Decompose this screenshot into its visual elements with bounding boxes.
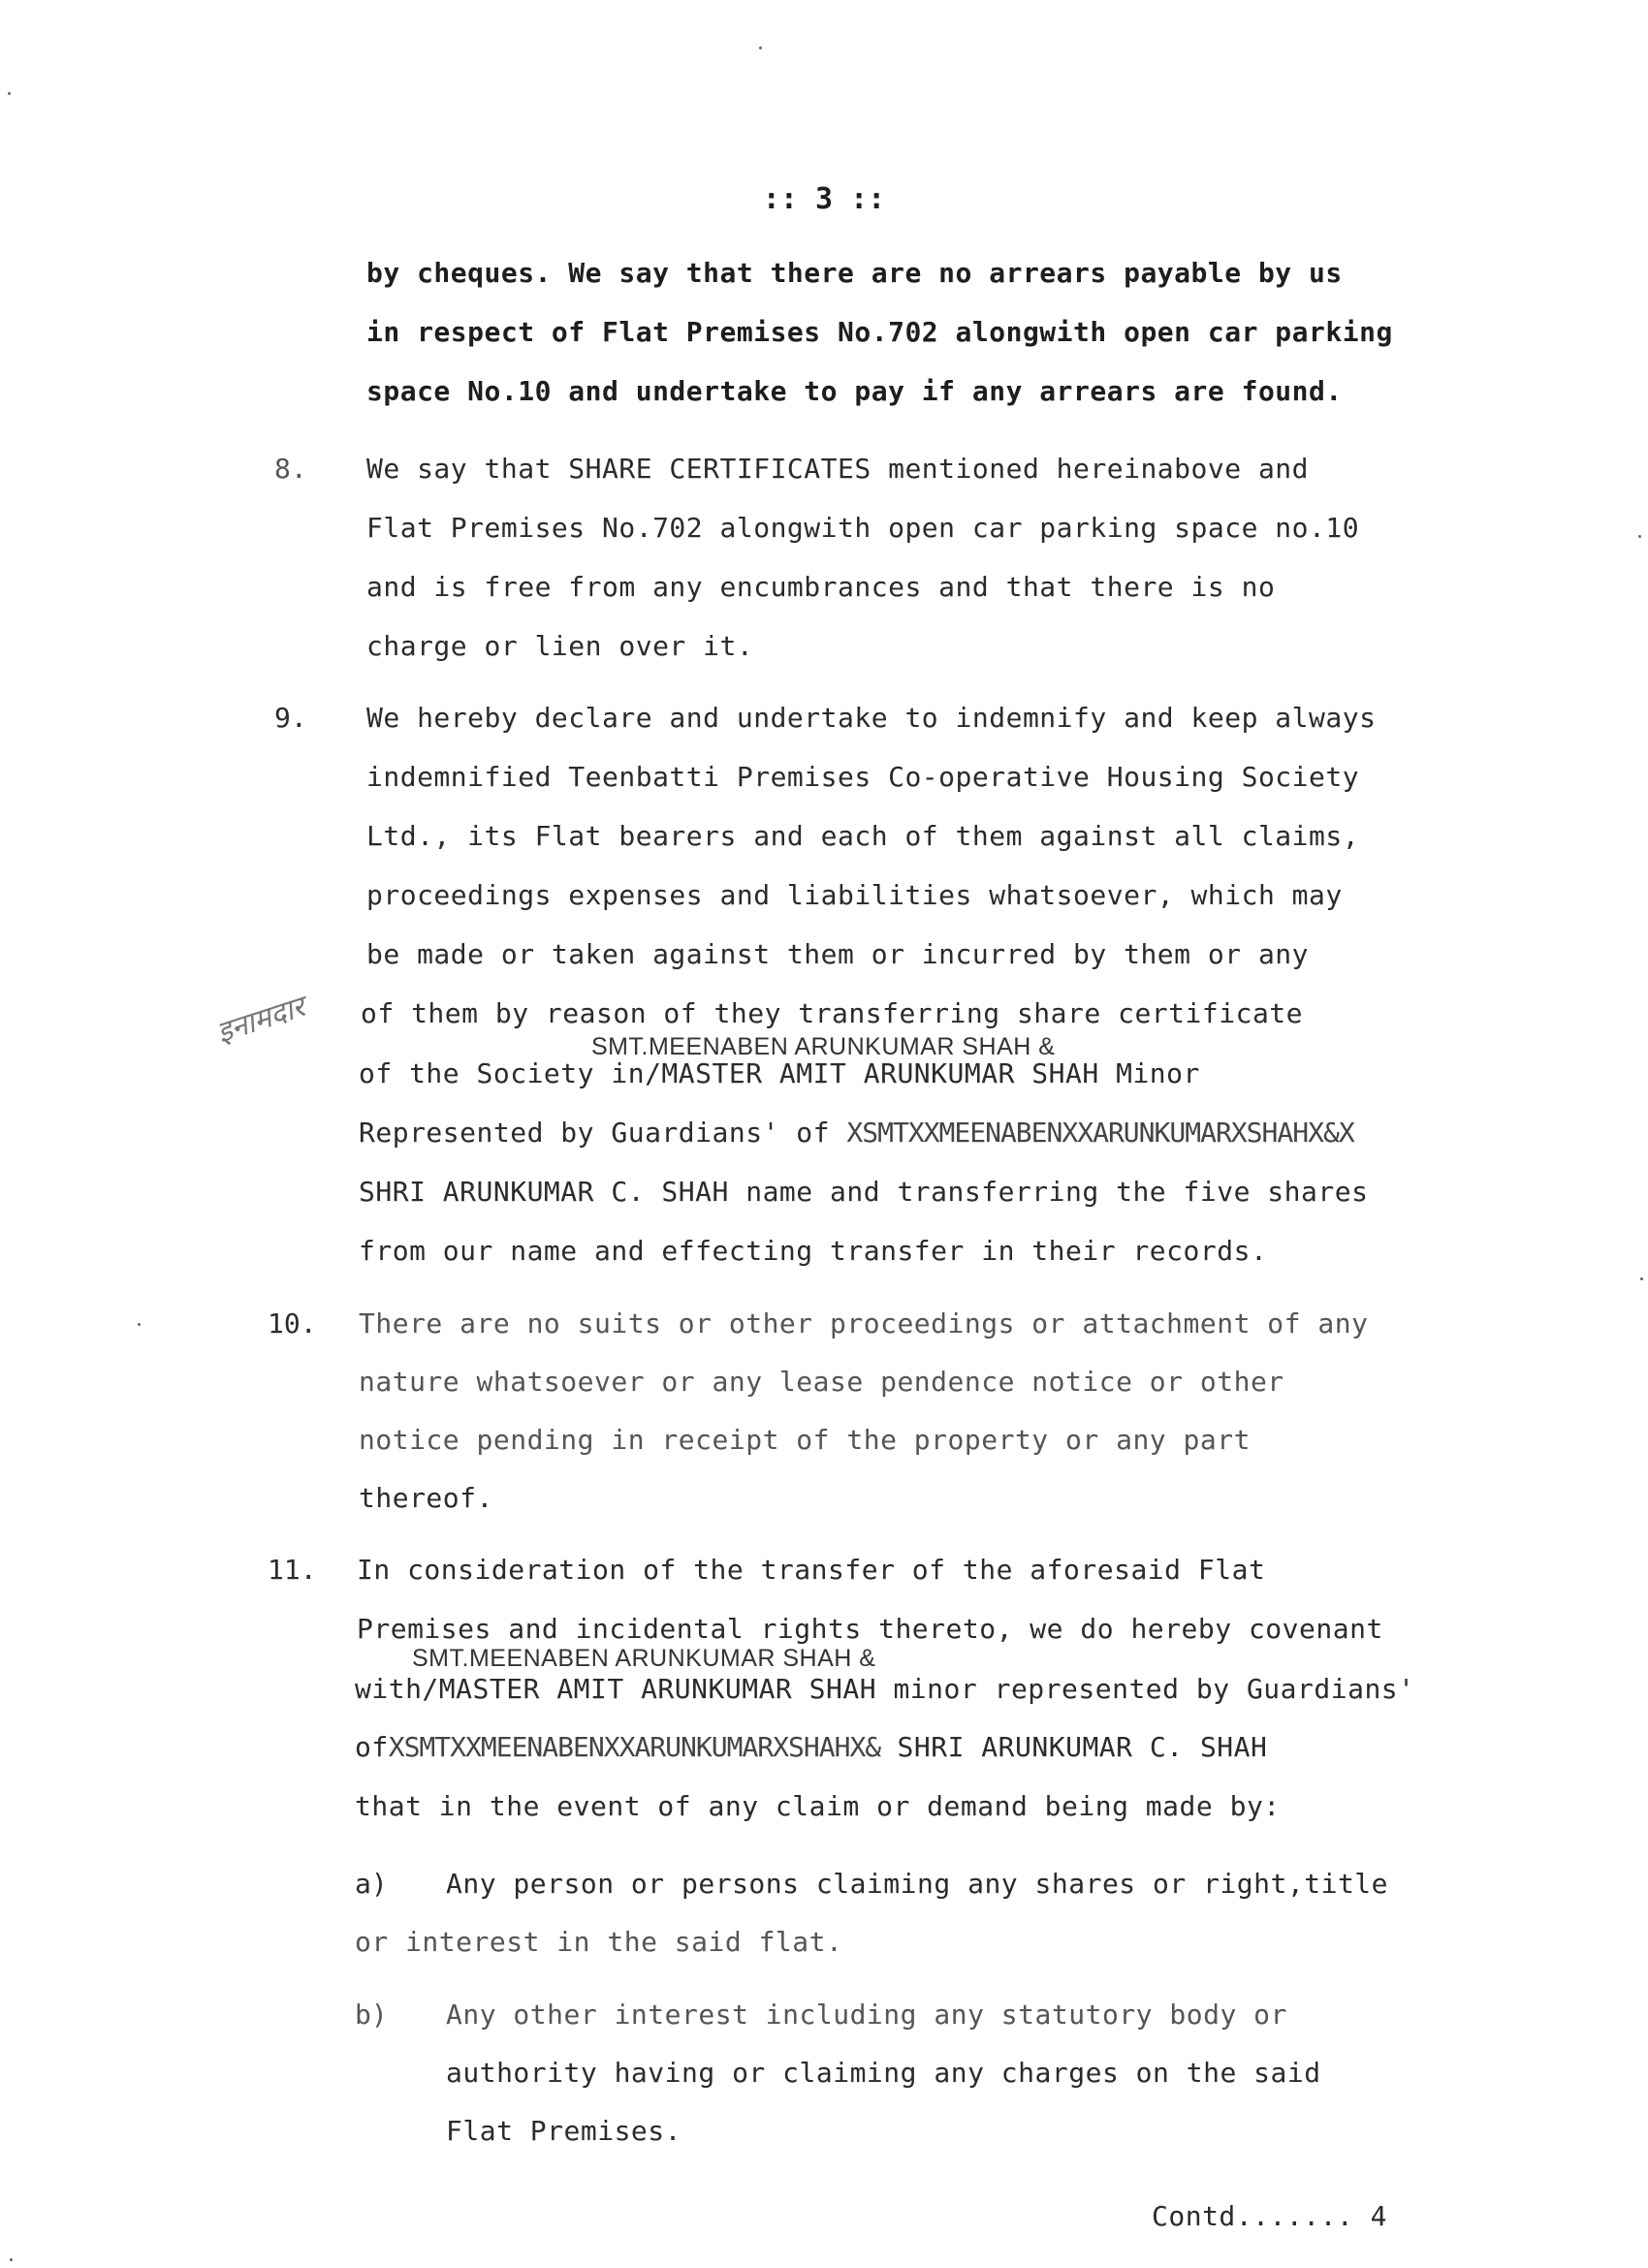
scan-speck	[1638, 535, 1641, 538]
para9-line-1: We hereby declare and undertake to indemnify and keep always	[366, 702, 1377, 734]
scan-speck	[10, 2258, 13, 2261]
para8-line-3: and is free from any encumbrances and that there is no	[366, 571, 1276, 603]
continued-footer: Contd....... 4	[1152, 2200, 1388, 2232]
para11-line-4-suffix: SHRI ARUNKUMAR C. SHAH	[897, 1731, 1268, 1763]
para11-interline-insertion: SMT.MEENABEN ARUNKUMAR SHAH &	[412, 1645, 876, 1672]
para10-line-2: nature whatsoever or any lease pendence notice or other	[359, 1366, 1284, 1398]
para11-line-5: that in the event of any claim or demand being made by:	[355, 1790, 1281, 1822]
para8-line-2: Flat Premises No.702 alongwith open car parking space no.10	[366, 512, 1360, 544]
para10-number: 10.	[268, 1307, 317, 1339]
para11-line-2: Premises and incidental rights thereto, we do hereby covenant	[357, 1613, 1383, 1645]
para11-number: 11.	[268, 1554, 317, 1586]
para9-line-5: be made or taken against them or incurred by them or any	[366, 938, 1310, 970]
para9-line-8	[359, 1117, 1354, 1150]
para11-line-4-prefix: of	[355, 1731, 389, 1763]
sub-a-line-1: Any person or persons claiming any shares or right,title	[446, 1868, 1389, 1900]
struck-out-text: XSMTXXMEENABENXXARUNKUMARXSHAHX&X	[846, 1117, 1354, 1149]
sub-b-line-1: Any other interest including any statutory body or	[446, 1999, 1287, 2031]
para10-line-1: There are no suits or other proceedings or attachment of any	[359, 1307, 1369, 1339]
scan-speck	[138, 1323, 141, 1326]
para11-line-1: In consideration of the transfer of the aforesaid Flat	[357, 1554, 1266, 1586]
para9-line-6: of them by reason of they transferring share certificate	[361, 997, 1304, 1029]
para9-line-3: Ltd., its Flat bearers and each of them against all claims,	[366, 820, 1360, 852]
para9-line-8-prefix: Represented by Guardians' of	[359, 1117, 831, 1149]
sub-b-line-3: Flat Premises.	[446, 2115, 682, 2147]
para7-line-3: space No.10 and undertake to pay if any arrears are found.	[366, 375, 1343, 407]
para9-line-10: from our name and effecting transfer in their records.	[359, 1235, 1268, 1267]
margin-handwritten-note: इनामदार	[212, 990, 309, 1051]
para9-line-2: indemnified Teenbatti Premises Co-operative Housing Society	[366, 761, 1360, 793]
scan-speck	[8, 92, 11, 95]
para9-line-4: proceedings expenses and liabilities whatsoever, which may	[366, 879, 1343, 911]
sub-a-label: a)	[355, 1868, 388, 1900]
sub-a-line-2: or interest in the said flat.	[355, 1926, 843, 1958]
para9-line-9: SHRI ARUNKUMAR C. SHAH name and transferring the five shares	[359, 1176, 1369, 1208]
para11-line-3: with/MASTER AMIT ARUNKUMAR SHAH minor represented by Guardians'	[355, 1673, 1415, 1705]
para8-number: 8.	[274, 453, 307, 485]
para8-line-1: We say that SHARE CERTIFICATES mentioned hereinabove and	[366, 453, 1310, 485]
sub-b-label: b)	[355, 1999, 388, 2031]
page-number-header: :: 3 ::	[762, 182, 886, 216]
struck-out-text: XSMTXXMEENABENXXARUNKUMARXSHAHX&	[388, 1731, 881, 1763]
scan-speck	[759, 47, 762, 49]
para7-line-2: in respect of Flat Premises No.702 alongwith open car parking	[366, 316, 1393, 348]
para10-line-4: thereof.	[359, 1482, 493, 1514]
para9-number: 9.	[274, 702, 307, 734]
para9-interline-insertion: SMT.MEENABEN ARUNKUMAR SHAH &	[591, 1033, 1056, 1060]
scan-speck	[1640, 1277, 1643, 1280]
para9-line-7: of the Society in/MASTER AMIT ARUNKUMAR SHAH Minor	[359, 1057, 1200, 1089]
para11-line-4	[355, 1731, 1267, 1764]
para8-line-4: charge or lien over it.	[366, 630, 754, 662]
para7-line-1: by cheques. We say that there are no arrears payable by us	[366, 257, 1343, 289]
sub-b-line-2: authority having or claiming any charges on the said	[446, 2057, 1321, 2089]
para10-line-3: notice pending in receipt of the property or any part	[359, 1424, 1251, 1456]
